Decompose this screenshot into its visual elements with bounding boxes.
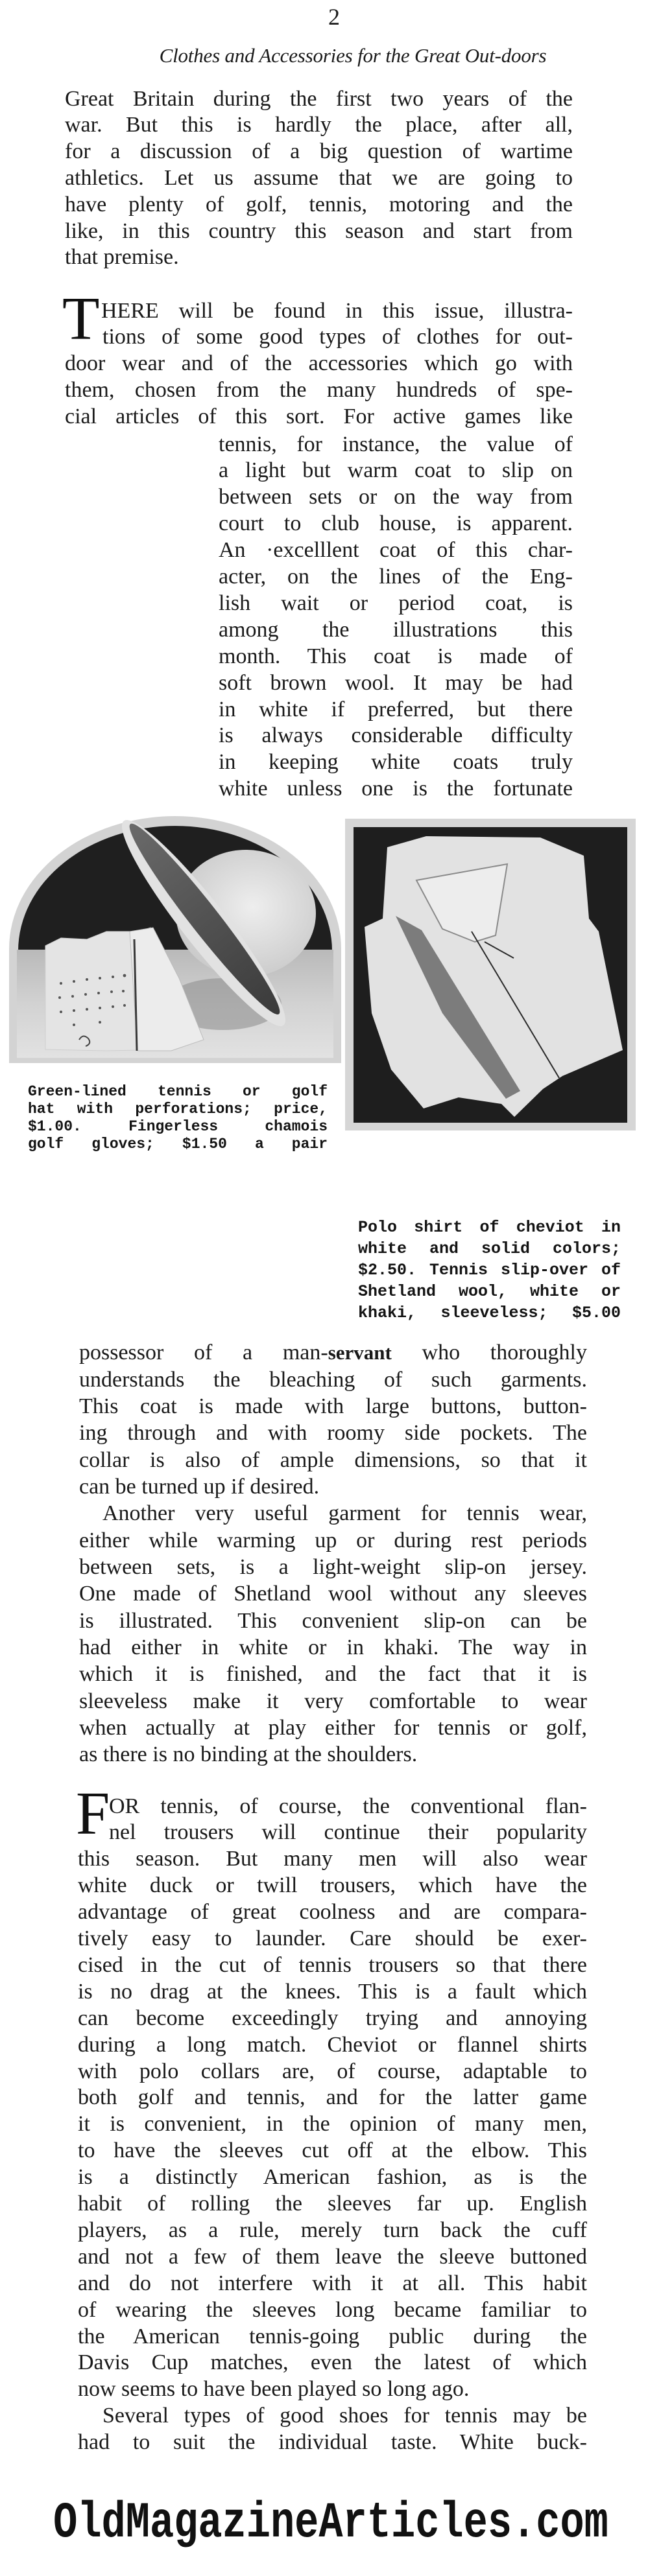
text-line: An ·excelllent coat of this char- [219,538,573,562]
caption-line: golf gloves; $1.50 a pair [28,1136,328,1153]
caption-line: Shetland wool, white or [358,1282,621,1301]
text-line: as there is no binding at the shoulders. [79,1742,418,1766]
text-line: and do not interfere with it at all. This habit [78,2271,587,2295]
caption-line: $2.50. Tennis slip-over of [358,1261,621,1280]
text-line: and not a few of them leave the sleeve buttoned [78,2245,587,2269]
text-line: lish wait or period coat, is [219,591,573,615]
text-line: ing through and with roomy side pockets. The [79,1421,587,1445]
text-line: in keeping white coats truly [219,750,573,774]
caption-line: $1.00. Fingerless chamois [28,1118,328,1135]
text-line: advantage of great coolness and are compara- [78,1900,587,1924]
text-line: is always considerable difficulty [219,723,573,747]
bold-word: servant [328,1341,392,1364]
text-line: had either in white or in khaki. The way in [79,1635,587,1659]
text-line: acter, on the lines of the Eng- [219,565,573,589]
text-line: collar is also of ample dimensions, so that it [79,1448,587,1472]
drop-cap-t: T [62,285,100,353]
text-line: war. But this is hardly the place, after all, [65,113,573,137]
text-line: both golf and tennis, and for the latter game [78,2085,587,2109]
text-line: a light but warm coat to slip on [219,458,573,482]
text-line: that premise. [65,245,179,269]
text-line: now seems to have been played so long ago. [78,2377,470,2401]
site-logo: OldMagazineArticles.com [53,2494,608,2552]
text-line: players, as a rule, merely turn back the cuff [78,2218,587,2242]
text-line: tively easy to launder. Care should be exer- [78,1926,587,1950]
text-line: soft brown wool. It may be had [219,671,573,695]
text-line: is illustrated. This convenient slip-on can be [79,1609,587,1633]
text-line: understands the bleaching of such garments. [79,1368,587,1392]
text-line: Davis Cup matches, even the latest of which [78,2350,587,2374]
text-line: can become exceedingly trying and annoying [78,2006,587,2030]
text-line: among the illustrations this [219,618,573,642]
text-line: during a long match. Cheviot or flannel shirts [78,2033,587,2057]
text-line: between sets, is a light-weight slip-on jersey. [79,1555,587,1579]
caption-line: white and solid colors; [358,1239,621,1258]
page-number: 2 [328,4,340,30]
text-line: Several types of good shoes for tennis may be [102,2404,587,2428]
text-line: white duck or twill trousers, which have the [78,1873,587,1897]
caption-line: Polo shirt of cheviot in [358,1218,621,1237]
text-line: of wearing the sleeves long became familiar to [78,2298,587,2322]
running-title: Clothes and Accessories for the Great Out-doors [159,44,547,67]
polo-shirt-photo [345,819,636,1130]
text-line [79,1339,587,1366]
text-line: like, in this country this season and start from [65,219,573,243]
text-line: tennis, for instance, the value of [219,432,573,456]
text-line: This coat is made with large buttons, button- [79,1394,587,1418]
text-line: which it is finished, and the fact that it is [79,1662,587,1686]
text-line: door wear and of the accessories which go with [65,351,573,375]
drop-cap-f: F [76,1780,110,1847]
text-line: in white if preferred, but there [219,697,573,721]
text-line: for a discussion of a big question of wartime [65,139,573,163]
text-line: this season. But many men will also wear [78,1847,587,1871]
hat-and-gloves-photo [9,816,341,1063]
text-line: is a distinctly American fashion, as is the [78,2165,587,2189]
text-line: cial articles of this sort. For active games like [65,404,573,428]
text-line: nel trousers will continue their popularity [109,1820,587,1844]
text-line: Great Britain during the first two years of the [65,87,573,111]
text-segment: possessor of a man- [79,1341,328,1364]
text-line: when actually at play either for tennis or golf, [79,1716,587,1740]
text-line: it is convenient, in the opinion of many men, [78,2112,587,2136]
caption-line: Green-lined tennis or golf [28,1083,328,1100]
text-line: have plenty of golf, tennis, motoring and the [65,193,573,217]
text-line: had to suit the individual taste. White buck- [78,2430,587,2454]
text-line: athletics. Let us assume that we are going to [65,166,573,190]
text-line: One made of Shetland wool without any sleeves [79,1582,587,1606]
text-line: with polo collars are, of course, adaptable to [78,2059,587,2083]
text-line: month. This coat is made of [219,644,573,668]
text-line: to have the sleeves cut off at the elbow. This [78,2138,587,2162]
text-segment: who thoroughly [391,1341,587,1364]
text-line: the American tennis-going public during the [78,2324,587,2348]
text-line: them, chosen from the many hundreds of spe- [65,378,573,402]
text-line: between sets or on the way from [219,485,573,509]
text-line: HERE will be found in this issue, illustra- [101,299,573,323]
text-line: court to club house, is apparent. [219,511,573,535]
caption-line: khaki, sleeveless; $5.00 [358,1304,621,1322]
text-line: cised in the cut of tennis trousers so that there [78,1953,587,1977]
text-line: is no drag at the knees. This is a fault which [78,1980,587,2004]
text-line: habit of rolling the sleeves far up. English [78,2192,587,2216]
text-line: tions of some good types of clothes for out- [102,325,573,349]
text-line: sleeveless make it very comfortable to wear [79,1689,587,1713]
text-line: OR tennis, of course, the conventional flan- [109,1794,587,1818]
text-line: Another very useful garment for tennis wear, [102,1501,587,1525]
text-line: either while warming up or during rest periods [79,1528,587,1552]
text-line: white unless one is the fortunate [219,777,573,801]
caption-line: hat with perforations; price, [28,1101,328,1118]
text-line: can be turned up if desired. [79,1475,320,1499]
